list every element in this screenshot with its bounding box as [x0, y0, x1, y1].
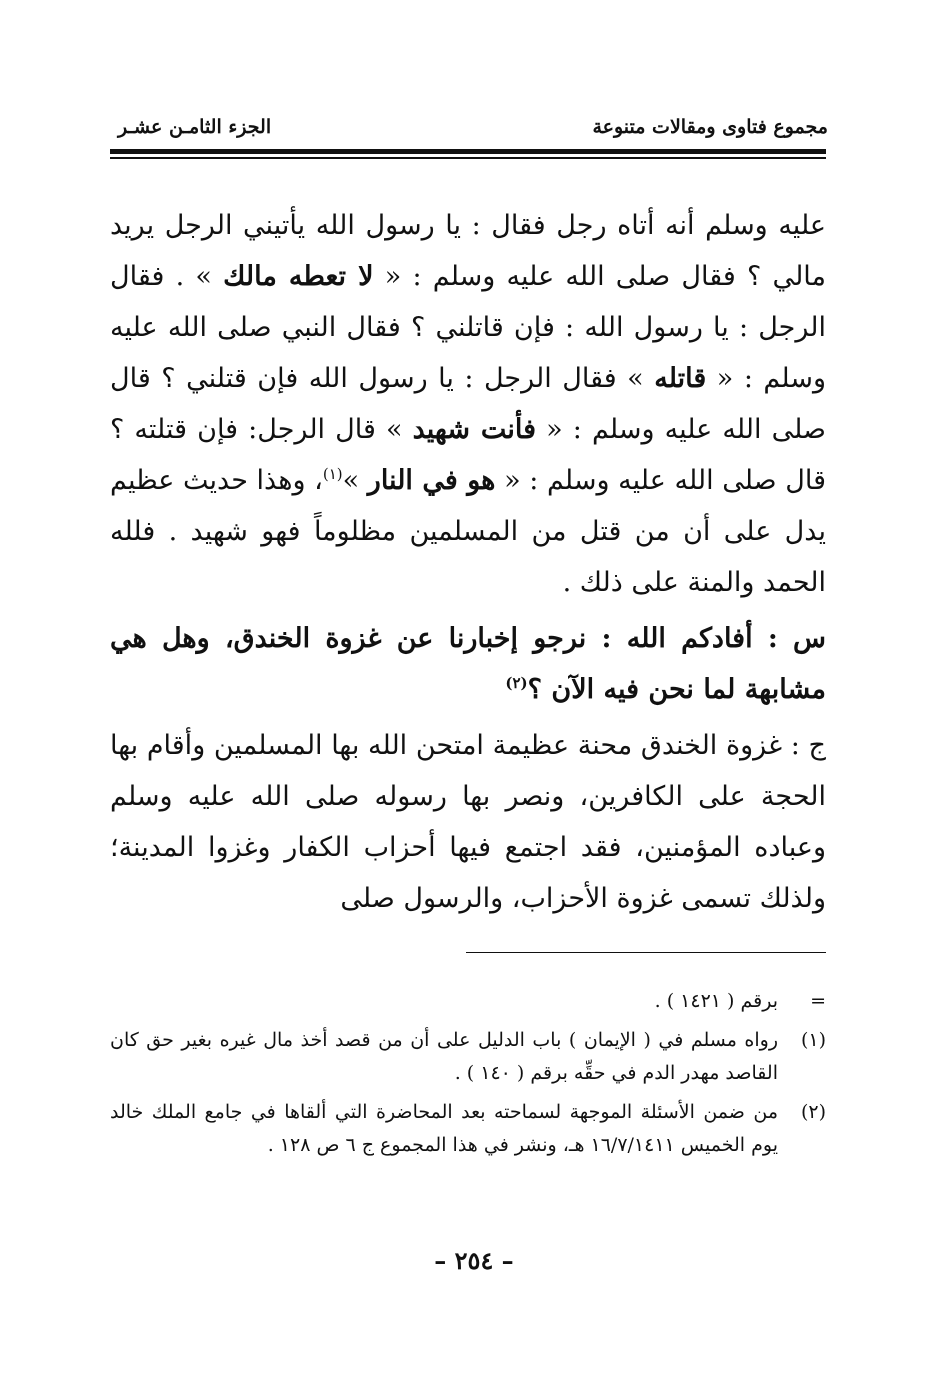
footnote-text: برقم ( ١٤٢١ ) .: [654, 990, 778, 1012]
running-header-title: مجموع فتاوى ومقالات متنوعة: [592, 116, 828, 138]
text-run: » قال الرجل: فإن قتلته ؟ قال صلى الله عليه وسلم : «: [110, 414, 826, 496]
answer-paragraph: ج : غزوة الخندق محنة عظيمة امتحن الله بها المسلمين وأقام بها الحجة على الكافرين، ونصر بها رسوله صلى الله عليه وسلم وعباده المؤمنين، فقد اجتمع فيها أحزاب الكفار وغزوا المدينة؛ ولذلك تسمى غزوة الأحزاب، والرسول صلى: [110, 730, 826, 914]
quote-bold: هو في النار: [367, 465, 496, 496]
footnote-2: [110, 1096, 826, 1162]
footnotes: [110, 985, 826, 1168]
footnote-separator: [466, 952, 826, 953]
page-number: – ٢٥٤ –: [434, 1246, 514, 1275]
hadith-paragraph: [110, 200, 826, 608]
footnote-ref[interactable]: (١): [322, 465, 343, 483]
quote-bold: قاتله: [654, 363, 707, 394]
text-run: عليه وسلم أنه أتاه رجل فقال : يا رسول الله يأتيني الرجل يريد مالي ؟ فقال صلى الله عليه وسلم : «: [110, 210, 826, 292]
question-paragraph: [110, 613, 826, 715]
footnote-mark: (١): [800, 1029, 826, 1051]
header-rule-thin: [110, 157, 826, 159]
footnote-1: [110, 1024, 826, 1090]
footnote-mark: (٢): [800, 1101, 826, 1123]
footnote-text: من ضمن الأسئلة الموجهة لسماحته بعد المحاضرة التي ألقاها في جامع الملك خالد يوم الخميس ١٦/٧/١٤١١ هـ، ونشر في هذا المجموع ج ٦ ص ١٢٨ .: [110, 1101, 778, 1156]
footnote-text: رواه مسلم في ( الإيمان ) باب الدليل على أن من قصد أخذ مال غيره بغير حق كان القاصد مهدر الدم في حقِّه برقم ( ١٤٠ ) .: [110, 1029, 778, 1084]
footnote-continued: [110, 985, 826, 1018]
text-run: » فقال الرجل : يا رسول الله فإن قتلني ؟ قال صلى الله عليه وسلم : «: [110, 363, 826, 445]
text-run: »: [342, 465, 368, 496]
quote-bold: فأنت شهيد: [412, 414, 537, 445]
text-run: » . فقال الرجل : يا رسول الله : فإن قاتلني ؟ فقال النبي صلى الله عليه وسلم : «: [110, 261, 826, 394]
running-header-volume: الجزء الثامـن عشـر: [118, 116, 272, 138]
question-text: س : أفادكم الله : نرجو إخبارنا عن غزوة الخندق، وهل هي مشابهة لما نحن فيه الآن ؟: [110, 623, 826, 705]
header-rule-thick: [110, 149, 826, 154]
text-run: ، وهذا حديث عظيم يدل على أن من قتل من المسلمين مظلوماً فهو شهيد . فلله الحمد والمنة على ذلك .: [110, 465, 826, 598]
footnote-mark: =: [810, 990, 826, 1012]
quote-bold: لا تعطه مالك: [223, 261, 374, 292]
main-text: [110, 200, 826, 924]
footnote-ref[interactable]: (٢): [505, 674, 528, 692]
